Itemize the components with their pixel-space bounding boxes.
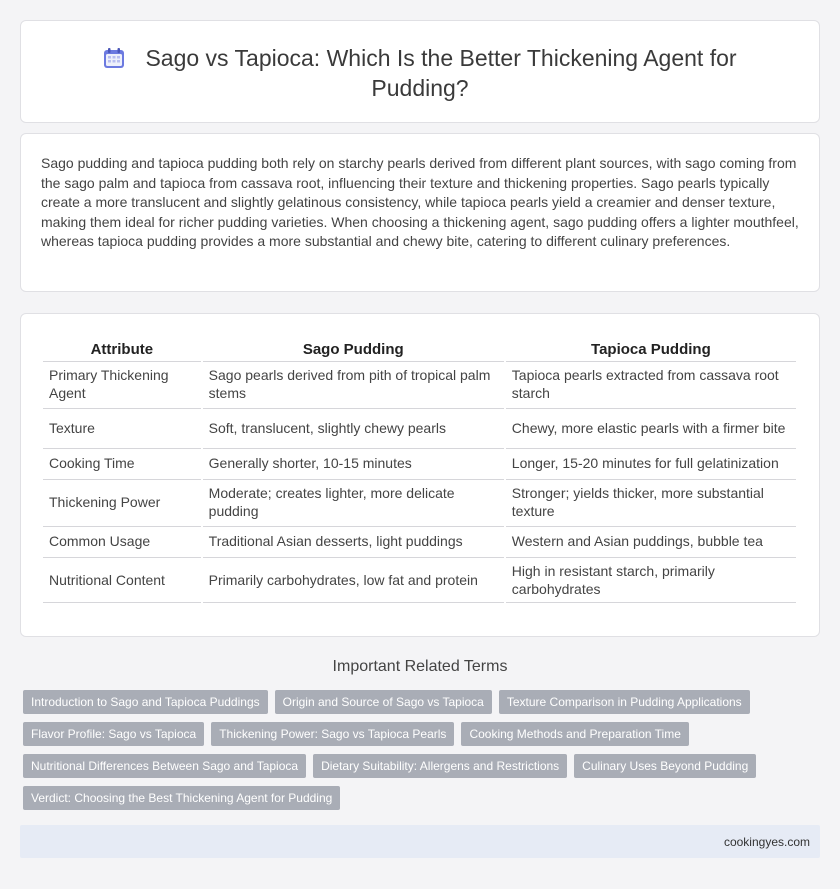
related-terms-title: Important Related Terms	[332, 658, 508, 675]
intro-paragraph: Sago pudding and tapioca pudding both rely on starchy pearls derived from different plant sources, with sago coming from the sago palm and tapioca from cassava root, influencing their texture and thickening properties. Sago pearls typically create a more translucent and slightly gelatinous consistency, while tapioca pearls yield a creamier and denser texture, making them ideal for richer pudding varieties. When choosing a thickening agent, sago pudding offers a lighter mouthfeel, whereas tapioca pudding provides a more substantial and chewy bite, catering to different culinary preferences.	[41, 155, 799, 249]
comparison-table-card	[20, 313, 820, 637]
sago-cell: Moderate; creates lighter, more delicate pudding	[203, 479, 504, 524]
calendar-icon	[103, 47, 125, 69]
attribute-cell: Primary Thickening Agent	[43, 361, 201, 406]
related-term-tag[interactable]: Cooking Methods and Preparation Time	[461, 722, 688, 746]
comparison-table	[41, 334, 798, 605]
page-title-wrap	[81, 43, 759, 103]
attribute-cell: Cooking Time	[43, 448, 201, 477]
related-term-tag[interactable]: Culinary Uses Beyond Pudding	[574, 754, 756, 778]
page-title: Sago vs Tapioca: Which Is the Better Thickening Agent for Pudding?	[145, 45, 737, 101]
table-row	[43, 361, 796, 406]
related-term-tag[interactable]: Nutritional Differences Between Sago and Tapioca	[23, 754, 306, 778]
table-row	[43, 408, 796, 446]
related-term-tag[interactable]: Dietary Suitability: Allergens and Restrictions	[313, 754, 567, 778]
tapioca-cell: Western and Asian puddings, bubble tea	[506, 526, 796, 555]
tapioca-cell: Longer, 15-20 minutes for full gelatinization	[506, 448, 796, 477]
table-header-row	[43, 336, 796, 359]
title-card	[20, 20, 820, 123]
table-row	[43, 557, 796, 603]
sago-cell: Traditional Asian desserts, light puddings	[203, 526, 504, 555]
table-row	[43, 479, 796, 524]
related-term-tag[interactable]: Origin and Source of Sago vs Tapioca	[275, 690, 492, 714]
related-term-tag[interactable]: Texture Comparison in Pudding Applications	[499, 690, 750, 714]
attribute-cell: Common Usage	[43, 526, 201, 555]
sago-cell: Primarily carbohydrates, low fat and protein	[203, 557, 504, 603]
header-attribute: Attribute	[90, 340, 154, 358]
header-sago: Sago Pudding	[302, 340, 404, 358]
related-term-tag[interactable]: Verdict: Choosing the Best Thickening Agent for Pudding	[23, 786, 340, 810]
sago-cell: Generally shorter, 10-15 minutes	[203, 448, 504, 477]
related-term-tag[interactable]: Introduction to Sago and Tapioca Puddings	[23, 690, 268, 714]
tapioca-cell: High in resistant starch, primarily carbohydrates	[506, 557, 796, 603]
footer-site-name[interactable]: cookingyes.com	[723, 835, 810, 849]
header-tapioca: Tapioca Pudding	[591, 340, 711, 358]
related-term-tag[interactable]: Thickening Power: Sago vs Tapioca Pearls	[211, 722, 454, 746]
sago-cell: Sago pearls derived from pith of tropical palm stems	[203, 361, 504, 406]
tapioca-cell: Tapioca pearls extracted from cassava root starch	[506, 361, 796, 406]
table-row	[43, 526, 796, 555]
tapioca-cell: Stronger; yields thicker, more substantial texture	[506, 479, 796, 524]
footer-bar	[20, 825, 820, 858]
sago-cell: Soft, translucent, slightly chewy pearls	[203, 408, 504, 446]
attribute-cell: Thickening Power	[43, 479, 201, 524]
intro-card	[20, 133, 820, 292]
related-terms-list	[23, 690, 783, 818]
related-term-tag[interactable]: Flavor Profile: Sago vs Tapioca	[23, 722, 204, 746]
table-row	[43, 448, 796, 477]
attribute-cell: Nutritional Content	[43, 557, 201, 603]
tapioca-cell: Chewy, more elastic pearls with a firmer bite	[506, 408, 796, 446]
attribute-cell: Texture	[43, 408, 201, 446]
